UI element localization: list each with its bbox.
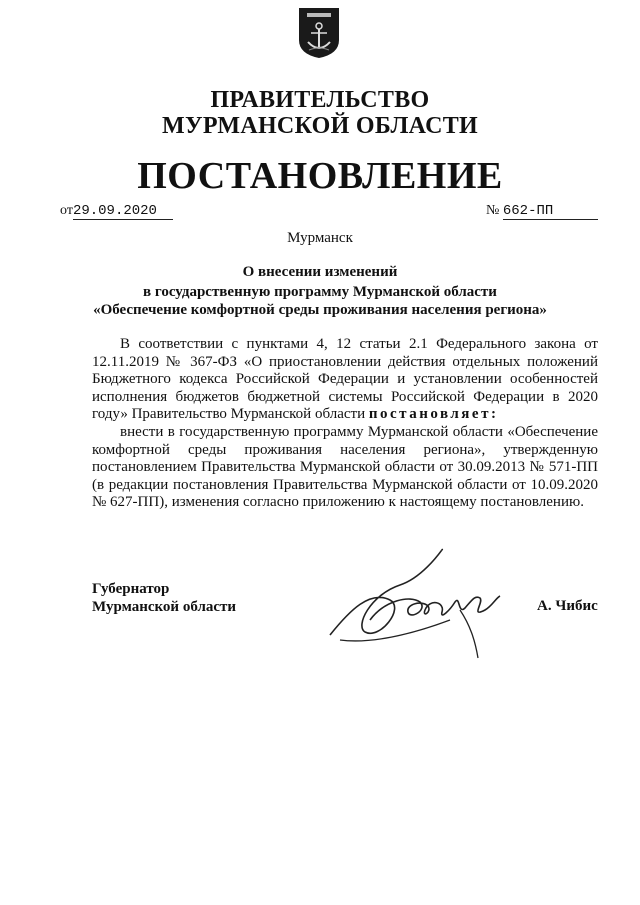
position-line1: Губернатор	[92, 581, 170, 597]
signatory-name: А. Чибис	[537, 598, 598, 614]
date-row	[60, 203, 173, 220]
title-line3: «Обеспечение комфортной среды проживания населения региона»	[93, 302, 547, 318]
title-line2: в государственную программу Мурманской области	[143, 284, 497, 300]
org-name-line1: ПРАВИТЕЛЬСТВО	[210, 87, 430, 113]
org-name-line2: МУРМАНСКОЙ ОБЛАСТИ	[162, 113, 478, 139]
title-line1: О внесении изменений	[242, 264, 398, 280]
preamble-text: В соответствии с пунктами 4, 12 статьи 2.1 Федерального закона от 12.11.2019 № 367-ФЗ «О приостановлении действия отдельных положений Бюджетного кодекса Российской Федерации и установлении особенностей исполнения бюджетов бюджетной системы Российской Федерации в 2020 году» Правительство Мурманской области	[92, 336, 598, 423]
decree-word: постановляет:	[368, 406, 499, 423]
document-type: ПОСТАНОВЛЕНИЕ	[137, 155, 503, 197]
number-value: 662-ПП	[502, 203, 554, 219]
number-row	[486, 203, 598, 220]
signatory-position	[92, 580, 236, 616]
number-line	[503, 203, 598, 220]
date-line	[73, 203, 173, 220]
date-prefix: от	[60, 203, 73, 218]
coat-of-arms-icon	[297, 6, 341, 60]
emblem	[297, 6, 341, 60]
date-value: 29.09.2020	[72, 203, 157, 219]
paragraph-resolution: внести в государственную программу Мурманской области «Обеспечение комфортной среды проживания населения региона», утвержденную постановлением Правительства Мурманской области от 30.09.2013 № 571-ПП (в редакции постановления Правительства Мурманской области от 10.09.2020 № 627-ПП), изменения согласно приложению к настоящему постановлению.	[92, 424, 598, 511]
paragraph-preamble	[92, 336, 598, 424]
handwritten-signature-icon	[310, 540, 520, 670]
number-prefix: №	[486, 203, 500, 218]
city: Мурманск	[287, 230, 353, 246]
position-line2: Мурманской области	[92, 599, 237, 615]
